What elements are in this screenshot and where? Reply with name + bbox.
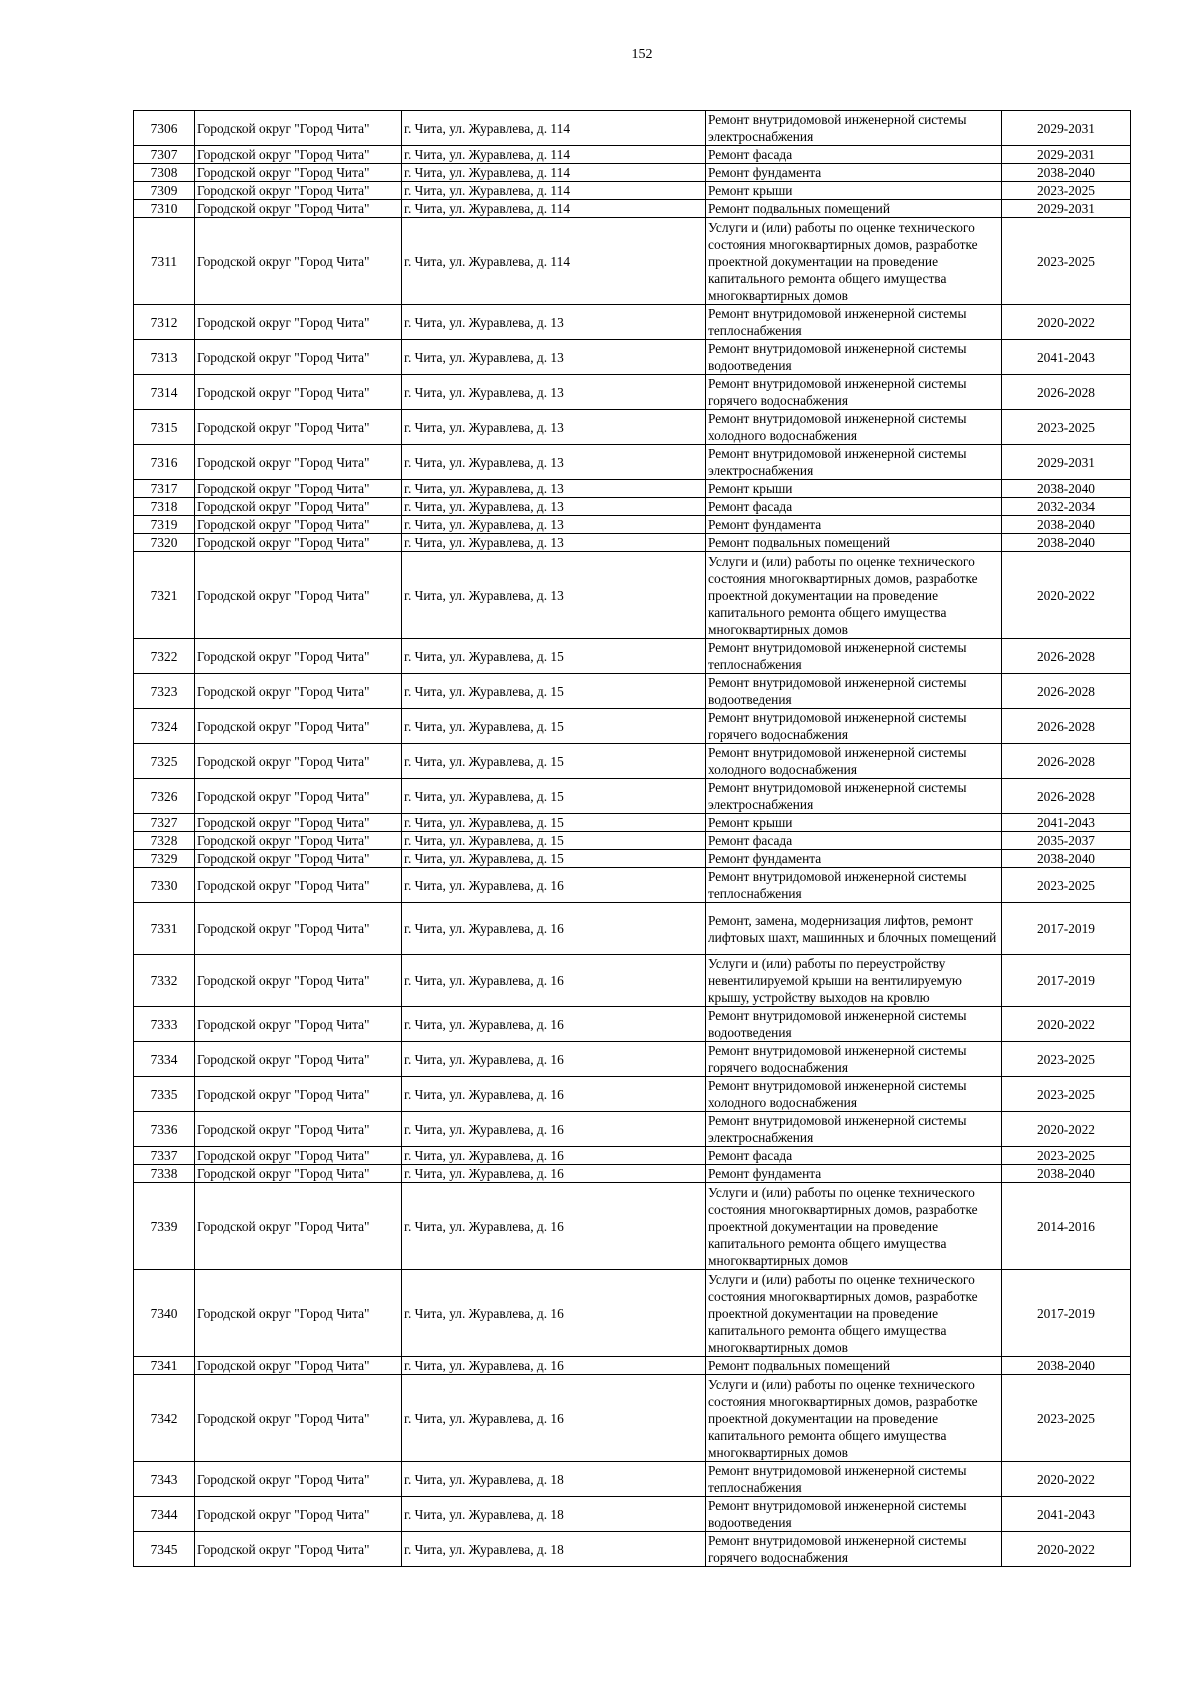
- table-row: [134, 1532, 1131, 1567]
- table-row: [134, 779, 1131, 814]
- municipality-cell: Городской округ "Город Чита": [195, 111, 402, 146]
- table-row: [134, 340, 1131, 375]
- row-number-cell: 7340: [134, 1270, 195, 1357]
- work-type-cell: Услуги и (или) работы по оценке технического состояния многоквартирных домов, разработке проектной документации на проведение капитального ремонта общего имущества многоквартирных домов: [706, 1270, 1002, 1357]
- period-cell: 2020-2022: [1002, 1007, 1131, 1042]
- work-type-cell: Ремонт внутридомовой инженерной системы горячего водоснабжения: [706, 1532, 1002, 1567]
- period-cell: 2023-2025: [1002, 1077, 1131, 1112]
- table-row: [134, 498, 1131, 516]
- work-type-cell: Ремонт крыши: [706, 480, 1002, 498]
- row-number-cell: 7316: [134, 445, 195, 480]
- row-number-cell: 7310: [134, 200, 195, 218]
- table-row: [134, 552, 1131, 639]
- work-type-cell: Ремонт внутридомовой инженерной системы водоотведения: [706, 1007, 1002, 1042]
- municipality-cell: Городской округ "Город Чита": [195, 1270, 402, 1357]
- table-row: [134, 375, 1131, 410]
- period-cell: 2029-2031: [1002, 445, 1131, 480]
- table-row: [134, 1042, 1131, 1077]
- municipality-cell: Городской округ "Город Чита": [195, 182, 402, 200]
- work-type-cell: Услуги и (или) работы по переустройству невентилируемой крыши на вентилируемую крышу, устройству выходов на кровлю: [706, 955, 1002, 1007]
- municipality-cell: Городской округ "Город Чита": [195, 1375, 402, 1462]
- address-cell: г. Чита, ул. Журавлева, д. 13: [402, 445, 706, 480]
- row-number-cell: 7335: [134, 1077, 195, 1112]
- work-type-cell: Услуги и (или) работы по оценке технического состояния многоквартирных домов, разработке проектной документации на проведение капитального ремонта общего имущества многоквартирных домов: [706, 552, 1002, 639]
- address-cell: г. Чита, ул. Журавлева, д. 114: [402, 111, 706, 146]
- address-cell: г. Чита, ул. Журавлева, д. 114: [402, 182, 706, 200]
- address-cell: г. Чита, ул. Журавлева, д. 16: [402, 903, 706, 955]
- work-type-cell: Услуги и (или) работы по оценке технического состояния многоквартирных домов, разработке проектной документации на проведение капитального ремонта общего имущества многоквартирных домов: [706, 1375, 1002, 1462]
- address-cell: г. Чита, ул. Журавлева, д. 13: [402, 534, 706, 552]
- period-cell: 2038-2040: [1002, 1165, 1131, 1183]
- municipality-cell: Городской округ "Город Чита": [195, 146, 402, 164]
- table-row: [134, 146, 1131, 164]
- work-type-cell: Ремонт внутридомовой инженерной системы водоотведения: [706, 674, 1002, 709]
- table-row: [134, 832, 1131, 850]
- municipality-cell: Городской округ "Город Чита": [195, 1147, 402, 1165]
- period-cell: 2029-2031: [1002, 146, 1131, 164]
- repair-plan-table: [133, 110, 1131, 1567]
- period-cell: 2020-2022: [1002, 1112, 1131, 1147]
- table-row: [134, 534, 1131, 552]
- work-type-cell: Ремонт внутридомовой инженерной системы теплоснабжения: [706, 868, 1002, 903]
- address-cell: г. Чита, ул. Журавлева, д. 13: [402, 340, 706, 375]
- work-type-cell: Ремонт внутридомовой инженерной системы теплоснабжения: [706, 305, 1002, 340]
- work-type-cell: Ремонт внутридомовой инженерной системы горячего водоснабжения: [706, 375, 1002, 410]
- table-row: [134, 903, 1131, 955]
- work-type-cell: Ремонт фундамента: [706, 1165, 1002, 1183]
- municipality-cell: Городской округ "Город Чита": [195, 814, 402, 832]
- address-cell: г. Чита, ул. Журавлева, д. 15: [402, 832, 706, 850]
- row-number-cell: 7329: [134, 850, 195, 868]
- municipality-cell: Городской округ "Город Чита": [195, 709, 402, 744]
- municipality-cell: Городской округ "Город Чита": [195, 1532, 402, 1567]
- municipality-cell: Городской округ "Город Чита": [195, 1497, 402, 1532]
- table-row: [134, 1147, 1131, 1165]
- row-number-cell: 7315: [134, 410, 195, 445]
- municipality-cell: Городской округ "Город Чита": [195, 410, 402, 445]
- address-cell: г. Чита, ул. Журавлева, д. 114: [402, 164, 706, 182]
- work-type-cell: Ремонт внутридомовой инженерной системы теплоснабжения: [706, 639, 1002, 674]
- work-type-cell: Ремонт внутридомовой инженерной системы холодного водоснабжения: [706, 410, 1002, 445]
- table-row: [134, 1112, 1131, 1147]
- table-row: [134, 516, 1131, 534]
- period-cell: 2020-2022: [1002, 305, 1131, 340]
- municipality-cell: Городской округ "Город Чита": [195, 375, 402, 410]
- row-number-cell: 7314: [134, 375, 195, 410]
- period-cell: 2029-2031: [1002, 111, 1131, 146]
- table-body: [134, 111, 1131, 1567]
- work-type-cell: Ремонт, замена, модернизация лифтов, ремонт лифтовых шахт, машинных и блочных помещений: [706, 903, 1002, 955]
- row-number-cell: 7325: [134, 744, 195, 779]
- row-number-cell: 7320: [134, 534, 195, 552]
- table-row: [134, 1270, 1131, 1357]
- municipality-cell: Городской округ "Город Чита": [195, 955, 402, 1007]
- address-cell: г. Чита, ул. Журавлева, д. 16: [402, 1112, 706, 1147]
- row-number-cell: 7341: [134, 1357, 195, 1375]
- address-cell: г. Чита, ул. Журавлева, д. 16: [402, 955, 706, 1007]
- page-number: 152: [631, 47, 653, 62]
- row-number-cell: 7319: [134, 516, 195, 534]
- municipality-cell: Городской округ "Город Чита": [195, 744, 402, 779]
- municipality-cell: Городской округ "Город Чита": [195, 516, 402, 534]
- row-number-cell: 7330: [134, 868, 195, 903]
- period-cell: 2035-2037: [1002, 832, 1131, 850]
- municipality-cell: Городской округ "Город Чита": [195, 1183, 402, 1270]
- work-type-cell: Ремонт внутридомовой инженерной системы теплоснабжения: [706, 1462, 1002, 1497]
- period-cell: 2023-2025: [1002, 1147, 1131, 1165]
- period-cell: 2026-2028: [1002, 375, 1131, 410]
- municipality-cell: Городской округ "Город Чита": [195, 779, 402, 814]
- row-number-cell: 7344: [134, 1497, 195, 1532]
- row-number-cell: 7307: [134, 146, 195, 164]
- period-cell: 2023-2025: [1002, 218, 1131, 305]
- table-row: [134, 814, 1131, 832]
- work-type-cell: Ремонт фундамента: [706, 516, 1002, 534]
- table-row: [134, 164, 1131, 182]
- address-cell: г. Чита, ул. Журавлева, д. 16: [402, 1183, 706, 1270]
- row-number-cell: 7313: [134, 340, 195, 375]
- row-number-cell: 7339: [134, 1183, 195, 1270]
- row-number-cell: 7328: [134, 832, 195, 850]
- row-number-cell: 7312: [134, 305, 195, 340]
- table-row: [134, 1375, 1131, 1462]
- table-row: [134, 480, 1131, 498]
- row-number-cell: 7336: [134, 1112, 195, 1147]
- municipality-cell: Городской округ "Город Чита": [195, 674, 402, 709]
- address-cell: г. Чита, ул. Журавлева, д. 15: [402, 709, 706, 744]
- work-type-cell: Ремонт фундамента: [706, 164, 1002, 182]
- address-cell: г. Чита, ул. Журавлева, д. 15: [402, 779, 706, 814]
- period-cell: 2017-2019: [1002, 903, 1131, 955]
- row-number-cell: 7324: [134, 709, 195, 744]
- period-cell: 2038-2040: [1002, 164, 1131, 182]
- table-row: [134, 200, 1131, 218]
- row-number-cell: 7332: [134, 955, 195, 1007]
- address-cell: г. Чита, ул. Журавлева, д. 18: [402, 1497, 706, 1532]
- municipality-cell: Городской округ "Город Чита": [195, 164, 402, 182]
- row-number-cell: 7342: [134, 1375, 195, 1462]
- municipality-cell: Городской округ "Город Чита": [195, 903, 402, 955]
- municipality-cell: Городской округ "Город Чита": [195, 480, 402, 498]
- address-cell: г. Чита, ул. Журавлева, д. 13: [402, 480, 706, 498]
- table-row: [134, 410, 1131, 445]
- row-number-cell: 7322: [134, 639, 195, 674]
- address-cell: г. Чита, ул. Журавлева, д. 114: [402, 200, 706, 218]
- municipality-cell: Городской округ "Город Чита": [195, 498, 402, 516]
- address-cell: г. Чита, ул. Журавлева, д. 13: [402, 552, 706, 639]
- table-row: [134, 1165, 1131, 1183]
- row-number-cell: 7306: [134, 111, 195, 146]
- work-type-cell: Ремонт крыши: [706, 814, 1002, 832]
- period-cell: 2038-2040: [1002, 1357, 1131, 1375]
- row-number-cell: 7309: [134, 182, 195, 200]
- municipality-cell: Городской округ "Город Чита": [195, 445, 402, 480]
- work-type-cell: Ремонт внутридомовой инженерной системы водоотведения: [706, 1497, 1002, 1532]
- table-row: [134, 674, 1131, 709]
- municipality-cell: Городской округ "Город Чита": [195, 1462, 402, 1497]
- table-row: [134, 639, 1131, 674]
- period-cell: 2032-2034: [1002, 498, 1131, 516]
- work-type-cell: Ремонт внутридомовой инженерной системы холодного водоснабжения: [706, 1077, 1002, 1112]
- work-type-cell: Ремонт внутридомовой инженерной системы электроснабжения: [706, 1112, 1002, 1147]
- work-type-cell: Ремонт подвальных помещений: [706, 534, 1002, 552]
- work-type-cell: Ремонт фундамента: [706, 850, 1002, 868]
- table-row: [134, 850, 1131, 868]
- row-number-cell: 7318: [134, 498, 195, 516]
- address-cell: г. Чита, ул. Журавлева, д. 114: [402, 218, 706, 305]
- period-cell: 2029-2031: [1002, 200, 1131, 218]
- work-type-cell: Услуги и (или) работы по оценке технического состояния многоквартирных домов, разработке проектной документации на проведение капитального ремонта общего имущества многоквартирных домов: [706, 218, 1002, 305]
- address-cell: г. Чита, ул. Журавлева, д. 16: [402, 1007, 706, 1042]
- address-cell: г. Чита, ул. Журавлева, д. 13: [402, 498, 706, 516]
- row-number-cell: 7334: [134, 1042, 195, 1077]
- address-cell: г. Чита, ул. Журавлева, д. 15: [402, 744, 706, 779]
- work-type-cell: Ремонт подвальных помещений: [706, 200, 1002, 218]
- municipality-cell: Городской округ "Город Чита": [195, 200, 402, 218]
- row-number-cell: 7345: [134, 1532, 195, 1567]
- municipality-cell: Городской округ "Город Чита": [195, 868, 402, 903]
- table-row: [134, 709, 1131, 744]
- row-number-cell: 7323: [134, 674, 195, 709]
- period-cell: 2020-2022: [1002, 1532, 1131, 1567]
- work-type-cell: Ремонт внутридомовой инженерной системы горячего водоснабжения: [706, 709, 1002, 744]
- period-cell: 2038-2040: [1002, 850, 1131, 868]
- period-cell: 2038-2040: [1002, 516, 1131, 534]
- period-cell: 2017-2019: [1002, 955, 1131, 1007]
- table-row: [134, 1007, 1131, 1042]
- work-type-cell: Ремонт крыши: [706, 182, 1002, 200]
- row-number-cell: 7308: [134, 164, 195, 182]
- period-cell: 2041-2043: [1002, 1497, 1131, 1532]
- table-row: [134, 1183, 1131, 1270]
- table-row: [134, 868, 1131, 903]
- row-number-cell: 7338: [134, 1165, 195, 1183]
- period-cell: 2026-2028: [1002, 674, 1131, 709]
- municipality-cell: Городской округ "Город Чита": [195, 1357, 402, 1375]
- municipality-cell: Городской округ "Город Чита": [195, 552, 402, 639]
- address-cell: г. Чита, ул. Журавлева, д. 16: [402, 1077, 706, 1112]
- period-cell: 2023-2025: [1002, 1375, 1131, 1462]
- period-cell: 2023-2025: [1002, 1042, 1131, 1077]
- municipality-cell: Городской округ "Город Чита": [195, 1007, 402, 1042]
- row-number-cell: 7343: [134, 1462, 195, 1497]
- period-cell: 2020-2022: [1002, 552, 1131, 639]
- table-row: [134, 218, 1131, 305]
- municipality-cell: Городской округ "Город Чита": [195, 340, 402, 375]
- address-cell: г. Чита, ул. Журавлева, д. 15: [402, 674, 706, 709]
- municipality-cell: Городской округ "Город Чита": [195, 1112, 402, 1147]
- work-type-cell: Ремонт внутридомовой инженерной системы электроснабжения: [706, 111, 1002, 146]
- address-cell: г. Чита, ул. Журавлева, д. 15: [402, 639, 706, 674]
- work-type-cell: Ремонт внутридомовой инженерной системы электроснабжения: [706, 779, 1002, 814]
- period-cell: 2023-2025: [1002, 410, 1131, 445]
- address-cell: г. Чита, ул. Журавлева, д. 16: [402, 1165, 706, 1183]
- work-type-cell: Ремонт внутридомовой инженерной системы холодного водоснабжения: [706, 744, 1002, 779]
- work-type-cell: Ремонт внутридомовой инженерной системы электроснабжения: [706, 445, 1002, 480]
- municipality-cell: Городской округ "Город Чита": [195, 1042, 402, 1077]
- period-cell: 2026-2028: [1002, 779, 1131, 814]
- work-type-cell: Ремонт внутридомовой инженерной системы горячего водоснабжения: [706, 1042, 1002, 1077]
- period-cell: 2041-2043: [1002, 340, 1131, 375]
- period-cell: 2014-2016: [1002, 1183, 1131, 1270]
- table-row: [134, 111, 1131, 146]
- period-cell: 2020-2022: [1002, 1462, 1131, 1497]
- row-number-cell: 7337: [134, 1147, 195, 1165]
- row-number-cell: 7327: [134, 814, 195, 832]
- period-cell: 2023-2025: [1002, 868, 1131, 903]
- address-cell: г. Чита, ул. Журавлева, д. 16: [402, 868, 706, 903]
- address-cell: г. Чита, ул. Журавлева, д. 18: [402, 1532, 706, 1567]
- work-type-cell: Ремонт внутридомовой инженерной системы водоотведения: [706, 340, 1002, 375]
- address-cell: г. Чита, ул. Журавлева, д. 16: [402, 1042, 706, 1077]
- row-number-cell: 7317: [134, 480, 195, 498]
- period-cell: 2026-2028: [1002, 639, 1131, 674]
- table-row: [134, 1462, 1131, 1497]
- row-number-cell: 7326: [134, 779, 195, 814]
- table-row: [134, 1357, 1131, 1375]
- municipality-cell: Городской округ "Город Чита": [195, 305, 402, 340]
- row-number-cell: 7311: [134, 218, 195, 305]
- table-row: [134, 1077, 1131, 1112]
- table-row: [134, 955, 1131, 1007]
- work-type-cell: Ремонт фасада: [706, 146, 1002, 164]
- municipality-cell: Городской округ "Город Чита": [195, 218, 402, 305]
- period-cell: 2023-2025: [1002, 182, 1131, 200]
- period-cell: 2038-2040: [1002, 480, 1131, 498]
- address-cell: г. Чита, ул. Журавлева, д. 16: [402, 1270, 706, 1357]
- work-type-cell: Ремонт фасада: [706, 1147, 1002, 1165]
- municipality-cell: Городской округ "Город Чита": [195, 832, 402, 850]
- period-cell: 2026-2028: [1002, 744, 1131, 779]
- address-cell: г. Чита, ул. Журавлева, д. 15: [402, 814, 706, 832]
- work-type-cell: Услуги и (или) работы по оценке технического состояния многоквартирных домов, разработке проектной документации на проведение капитального ремонта общего имущества многоквартирных домов: [706, 1183, 1002, 1270]
- table-row: [134, 445, 1131, 480]
- table-row: [134, 744, 1131, 779]
- address-cell: г. Чита, ул. Журавлева, д. 13: [402, 375, 706, 410]
- municipality-cell: Городской округ "Город Чита": [195, 850, 402, 868]
- period-cell: 2041-2043: [1002, 814, 1131, 832]
- address-cell: г. Чита, ул. Журавлева, д. 13: [402, 305, 706, 340]
- municipality-cell: Городской округ "Город Чита": [195, 1077, 402, 1112]
- row-number-cell: 7333: [134, 1007, 195, 1042]
- work-type-cell: Ремонт фасада: [706, 498, 1002, 516]
- address-cell: г. Чита, ул. Журавлева, д. 15: [402, 850, 706, 868]
- period-cell: 2017-2019: [1002, 1270, 1131, 1357]
- table-row: [134, 182, 1131, 200]
- address-cell: г. Чита, ул. Журавлева, д. 13: [402, 516, 706, 534]
- address-cell: г. Чита, ул. Журавлева, д. 13: [402, 410, 706, 445]
- municipality-cell: Городской округ "Город Чита": [195, 1165, 402, 1183]
- address-cell: г. Чита, ул. Журавлева, д. 16: [402, 1375, 706, 1462]
- row-number-cell: 7321: [134, 552, 195, 639]
- row-number-cell: 7331: [134, 903, 195, 955]
- table-row: [134, 1497, 1131, 1532]
- address-cell: г. Чита, ул. Журавлева, д. 16: [402, 1357, 706, 1375]
- address-cell: г. Чита, ул. Журавлева, д. 114: [402, 146, 706, 164]
- period-cell: 2038-2040: [1002, 534, 1131, 552]
- municipality-cell: Городской округ "Город Чита": [195, 639, 402, 674]
- municipality-cell: Городской округ "Город Чита": [195, 534, 402, 552]
- table-row: [134, 305, 1131, 340]
- work-type-cell: Ремонт подвальных помещений: [706, 1357, 1002, 1375]
- address-cell: г. Чита, ул. Журавлева, д. 16: [402, 1147, 706, 1165]
- work-type-cell: Ремонт фасада: [706, 832, 1002, 850]
- address-cell: г. Чита, ул. Журавлева, д. 18: [402, 1462, 706, 1497]
- period-cell: 2026-2028: [1002, 709, 1131, 744]
